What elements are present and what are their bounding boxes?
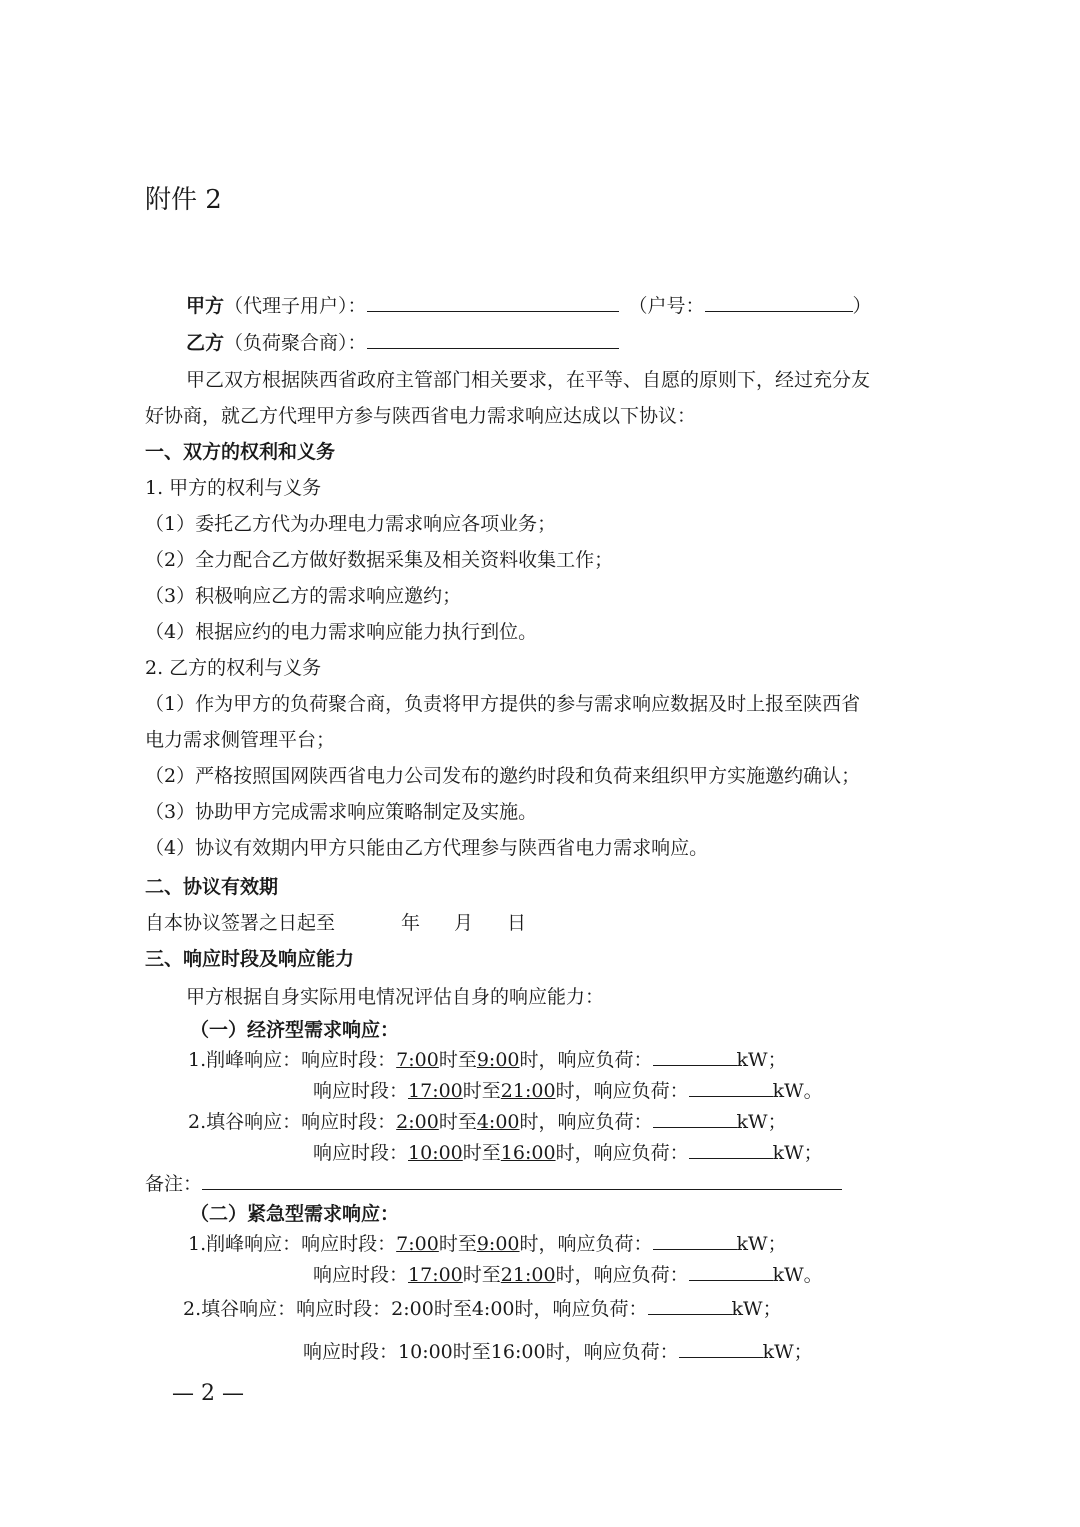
period-label: 响应时段： <box>303 1341 399 1363</box>
party-a-duties-heading: 1. 甲方的权利与义务 <box>145 477 322 499</box>
list-item: （2）全力配合乙方做好数据采集及相关资料收集工作； <box>145 549 614 571</box>
party-b-duties-heading: 2. 乙方的权利与义务 <box>145 657 322 679</box>
section-2-heading: 二、协议有效期 <box>145 876 279 898</box>
list-item: （1）委托乙方代为办理电力需求响应各项业务； <box>145 513 557 535</box>
load-blank[interactable] <box>648 1297 732 1315</box>
load-label: 响应负荷： <box>557 1233 653 1255</box>
validity-line <box>145 910 526 936</box>
emergency-valley-row-1 <box>183 1296 782 1322</box>
economic-peak-row-2 <box>313 1078 823 1104</box>
party-b-line <box>186 330 619 356</box>
emergency-peak-row-1 <box>188 1231 787 1257</box>
unit-label: kW。 <box>772 1080 823 1102</box>
load-blank[interactable] <box>653 1110 737 1128</box>
list-item: （2）严格按照国网陕西省电力公司发布的邀约时段和负荷来组织甲方实施邀约确认； <box>145 765 861 787</box>
hour-label: 时， <box>555 1080 594 1102</box>
period-label: 响应时段： <box>313 1142 409 1164</box>
intro-line-2: 好协商，就乙方代理甲方参与陕西省电力需求响应达成以下协议： <box>145 405 697 427</box>
peak-label: 1.削峰响应： <box>188 1049 302 1071</box>
economic-peak-row-1 <box>188 1047 787 1073</box>
section-3-heading: 三、响应时段及响应能力 <box>145 948 355 970</box>
end-time: 9:00 <box>476 1233 520 1255</box>
unit-label: kW； <box>736 1049 787 1071</box>
start-time: 2:00 <box>391 1298 434 1320</box>
period-label: 响应时段： <box>301 1111 397 1133</box>
unit-label: kW； <box>772 1142 823 1164</box>
load-blank[interactable] <box>653 1048 737 1066</box>
hour-label: 时， <box>555 1264 594 1286</box>
to-label: 时至 <box>438 1111 477 1133</box>
unit-label: kW； <box>736 1111 787 1133</box>
period-label: 响应时段： <box>313 1264 409 1286</box>
load-blank[interactable] <box>689 1079 773 1097</box>
party-a-account-close: ） <box>852 295 872 317</box>
remark-label: 备注： <box>145 1173 203 1195</box>
end-time: 4:00 <box>471 1298 515 1320</box>
period-label: 响应时段： <box>301 1233 397 1255</box>
period-label: 响应时段： <box>313 1080 409 1102</box>
party-b-desc: （负荷聚合商）： <box>224 332 367 354</box>
list-item: （4）协议有效期内甲方只能由乙方代理参与陕西省电力需求响应。 <box>145 837 709 859</box>
to-label: 时至 <box>438 1049 477 1071</box>
load-label: 响应负荷： <box>583 1341 679 1363</box>
emergency-peak-row-2 <box>313 1262 823 1288</box>
emergency-valley-row-2 <box>303 1339 813 1365</box>
party-a-account-label: （户号： <box>628 295 705 317</box>
to-label: 时至 <box>462 1142 501 1164</box>
unit-label: kW； <box>762 1341 813 1363</box>
to-label: 时至 <box>462 1264 501 1286</box>
validity-month: 月 <box>454 912 474 934</box>
load-label: 响应负荷： <box>593 1142 689 1164</box>
end-time: 4:00 <box>476 1111 520 1133</box>
list-item: （4）根据应约的电力需求响应能力执行到位。 <box>145 621 538 643</box>
start-time: 10:00 <box>408 1142 463 1164</box>
period-label: 响应时段： <box>296 1298 392 1320</box>
period-label: 响应时段： <box>301 1049 397 1071</box>
validity-day: 日 <box>507 912 527 934</box>
peak-label: 1.削峰响应： <box>188 1233 302 1255</box>
load-blank[interactable] <box>689 1141 773 1159</box>
remark-line <box>145 1171 842 1197</box>
to-label: 时至 <box>433 1298 472 1320</box>
hour-label: 时， <box>519 1049 558 1071</box>
hour-label: 时， <box>555 1142 594 1164</box>
load-blank[interactable] <box>689 1263 773 1281</box>
page-number: — 2 — <box>172 1381 244 1406</box>
attachment-title: 附件 2 <box>145 185 222 215</box>
section-3-intro: 甲方根据自身实际用电情况评估自身的响应能力： <box>186 986 605 1008</box>
hour-label: 时， <box>514 1298 553 1320</box>
unit-label: kW。 <box>772 1264 823 1286</box>
start-time: 10:00 <box>398 1341 453 1363</box>
economic-valley-row-1 <box>188 1109 787 1135</box>
start-time: 2:00 <box>396 1111 439 1133</box>
start-time: 7:00 <box>396 1233 439 1255</box>
hour-label: 时， <box>519 1233 558 1255</box>
end-time: 21:00 <box>500 1264 556 1286</box>
list-item-continuation: 电力需求侧管理平台； <box>145 729 336 751</box>
start-time: 17:00 <box>408 1080 463 1102</box>
start-time: 7:00 <box>396 1049 439 1071</box>
party-a-name-blank[interactable] <box>367 294 619 312</box>
list-item: （3）协助甲方完成需求响应策略制定及实施。 <box>145 801 538 823</box>
hour-label: 时， <box>519 1111 558 1133</box>
load-label: 响应负荷： <box>593 1264 689 1286</box>
unit-label: kW； <box>731 1298 782 1320</box>
hour-label: 时， <box>545 1341 584 1363</box>
valley-label: 2.填谷响应： <box>183 1298 297 1320</box>
valley-label: 2.填谷响应： <box>188 1111 302 1133</box>
load-blank[interactable] <box>653 1232 737 1250</box>
validity-year: 年 <box>401 912 421 934</box>
end-time: 9:00 <box>476 1049 520 1071</box>
start-time: 17:00 <box>408 1264 463 1286</box>
intro-line-1: 甲乙双方根据陕西省政府主管部门相关要求，在平等、自愿的原则下，经过充分友 <box>186 369 871 391</box>
load-label: 响应负荷： <box>552 1298 648 1320</box>
load-label: 响应负荷： <box>593 1080 689 1102</box>
party-b-name-blank[interactable] <box>367 331 619 349</box>
load-blank[interactable] <box>679 1340 763 1358</box>
economic-valley-row-2 <box>313 1140 823 1166</box>
emergency-response-heading: （二）紧急型需求响应： <box>190 1203 400 1225</box>
list-item: （1）作为甲方的负荷聚合商，负责将甲方提供的参与需求响应数据及时上报至陕西省 <box>145 693 861 715</box>
party-a-account-blank[interactable] <box>705 294 853 312</box>
to-label: 时至 <box>462 1080 501 1102</box>
end-time: 21:00 <box>500 1080 556 1102</box>
end-time: 16:00 <box>500 1142 556 1164</box>
unit-label: kW； <box>736 1233 787 1255</box>
to-label: 时至 <box>438 1233 477 1255</box>
party-a-label: 甲方 <box>186 295 225 317</box>
list-item: （3）积极响应乙方的需求响应邀约； <box>145 585 462 607</box>
end-time: 16:00 <box>490 1341 546 1363</box>
remark-blank[interactable] <box>202 1172 842 1190</box>
party-a-line <box>186 293 872 319</box>
party-b-label: 乙方 <box>186 332 225 354</box>
to-label: 时至 <box>452 1341 491 1363</box>
load-label: 响应负荷： <box>557 1111 653 1133</box>
party-a-desc: （代理子用户）： <box>224 295 367 317</box>
section-1-heading: 一、双方的权利和义务 <box>145 441 336 463</box>
load-label: 响应负荷： <box>557 1049 653 1071</box>
economic-response-heading: （一）经济型需求响应： <box>190 1019 400 1041</box>
validity-text: 自本协议签署之日起至 <box>145 912 336 934</box>
